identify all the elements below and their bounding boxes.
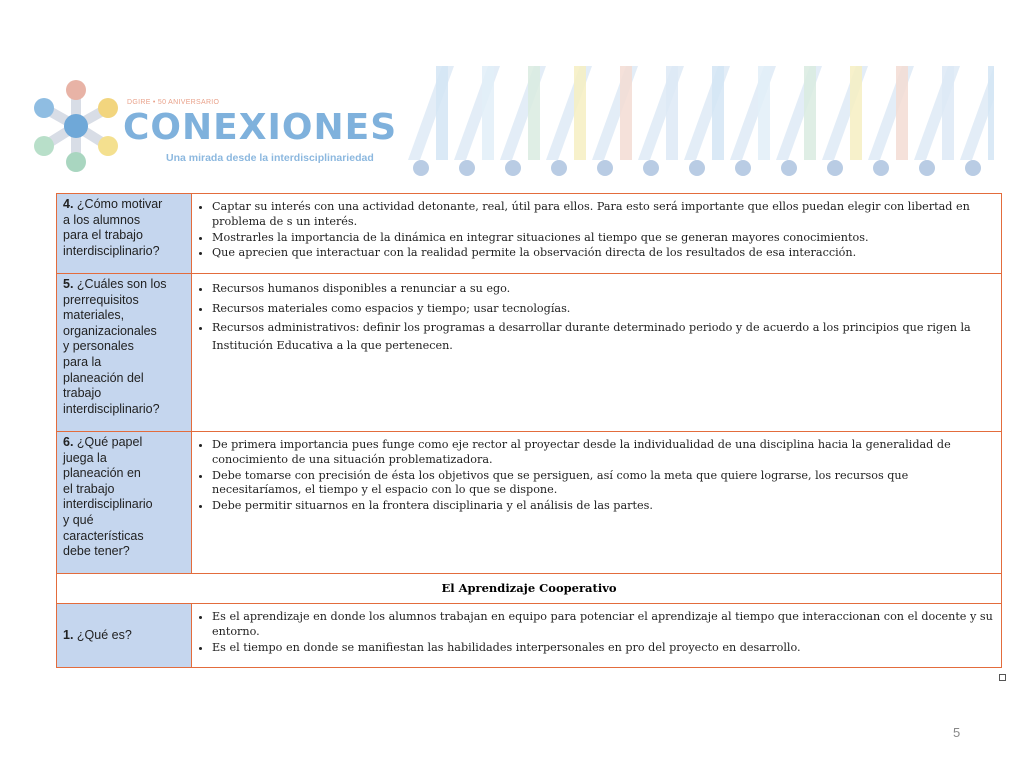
decorative-bar	[942, 66, 954, 160]
decorative-dot	[459, 160, 475, 176]
answer-cell	[192, 194, 1002, 274]
question-number: 4.	[63, 197, 74, 211]
question-cell	[57, 604, 192, 668]
page-number: 5	[953, 725, 961, 740]
question-text: ¿Qué es?	[73, 627, 132, 642]
decorative-bar	[712, 66, 724, 160]
decorative-dot	[735, 160, 751, 176]
decorative-dot	[965, 160, 981, 176]
decorative-dot	[551, 160, 567, 176]
decorative-dot	[781, 160, 797, 176]
decorative-bar	[850, 66, 862, 160]
decorative-bar	[574, 66, 586, 160]
question-number: 1.	[63, 627, 74, 642]
decorative-dot	[827, 160, 843, 176]
decorative-bar	[436, 66, 448, 160]
question-cell	[57, 432, 192, 574]
decorative-dot	[689, 160, 705, 176]
decorative-bar	[620, 66, 632, 160]
decorative-bar	[988, 66, 994, 160]
table-row	[57, 432, 1002, 574]
answer-bullet: • Es el aprendizaje en donde los alumnos trabajan en equipo para potenciar el aprendizaje al tiempo que interaccionan con el docente y su entorno.	[212, 610, 995, 640]
decorative-dot	[919, 160, 935, 176]
answer-bullet: • Recursos materiales como espacios y tiempo; usar tecnologías.	[212, 300, 995, 318]
brand-subtitle: Una mirada desde la interdisciplinariedad	[166, 152, 374, 164]
answer-bullet: • Mostrarles la importancia de la dinámica en integrar situaciones al tiempo que se generan mayores conocimientos.	[212, 231, 995, 246]
decorative-bar	[896, 66, 908, 160]
question-text: ¿Cuáles son los prerrequisitos materiales, organizacionales y personales para la planeación del trabajo interdisciplinario?	[63, 277, 167, 416]
table-row	[57, 574, 1002, 604]
decorative-dot	[643, 160, 659, 176]
question-number: 5.	[63, 277, 74, 291]
answer-cell	[192, 604, 1002, 668]
table-row	[57, 604, 1002, 668]
decorative-dot	[597, 160, 613, 176]
decorative-dot	[413, 160, 429, 176]
decorative-dot	[873, 160, 889, 176]
section-heading: El Aprendizaje Cooperativo	[57, 574, 1002, 604]
table-row	[57, 274, 1002, 432]
answer-cell	[192, 274, 1002, 432]
decorative-bar	[666, 66, 678, 160]
question-cell	[57, 194, 192, 274]
decorative-bar	[804, 66, 816, 160]
answer-bullet: • Recursos humanos disponibles a renunciar a su ego.	[212, 280, 995, 298]
question-text: ¿Qué papel juega la planeación en el trabajo interdisciplinario y qué características debe tener?	[63, 435, 153, 559]
question-text: ¿Cómo motivar a los alumnos para el trabajo interdisciplinario?	[63, 197, 163, 258]
answer-bullet: • Que aprecien que interactuar con la realidad permite la observación directa de los resultados de esa interacción.	[212, 246, 995, 261]
answer-bullet: • De primera importancia pues funge como eje rector al proyectar desde la individualidad de una disciplina hacia la generalidad de conocimiento de una situación problematizadora.	[212, 438, 995, 468]
resize-handle[interactable]	[999, 674, 1006, 681]
answer-bullet: • Captar su interés con una actividad detonante, real, útil para ellos. Para esto será importante que ellos puedan elegir con libertad en problema de s un interés.	[212, 200, 995, 230]
conexiones-logo-icon	[30, 80, 122, 172]
decorative-bar	[758, 66, 770, 160]
answer-cell	[192, 432, 1002, 574]
decorative-bar	[482, 66, 494, 160]
question-cell	[57, 274, 192, 432]
decorative-dot	[505, 160, 521, 176]
brand-kicker: DGIRE • 50 ANIVERSARIO	[127, 99, 220, 106]
decorative-stripes-band	[408, 60, 994, 180]
answer-bullet: • Recursos administrativos: definir los programas a desarrollar durante determinado periodo y de acuerdo a los principios que rigen la Institución Educativa a la que pertenecen.	[212, 319, 995, 354]
decorative-bar	[528, 66, 540, 160]
answer-bullet: • Debe permitir situarnos en la frontera disciplinaria y el análisis de las partes.	[212, 499, 995, 514]
table-row	[57, 194, 1002, 274]
question-number: 6.	[63, 435, 74, 449]
answer-bullet: • Debe tomarse con precisión de ésta los objetivos que se persiguen, así como la meta que quiere lograrse, los recursos que necesitaríamos, el tiempo y el espacio con lo que se dispone.	[212, 469, 995, 499]
brand-title: CONEXIONES	[123, 107, 398, 148]
answer-bullet: • Es el tiempo en donde se manifiestan las habilidades interpersonales en pro del proyecto en desarrollo.	[212, 641, 995, 656]
content-table	[56, 193, 1002, 668]
